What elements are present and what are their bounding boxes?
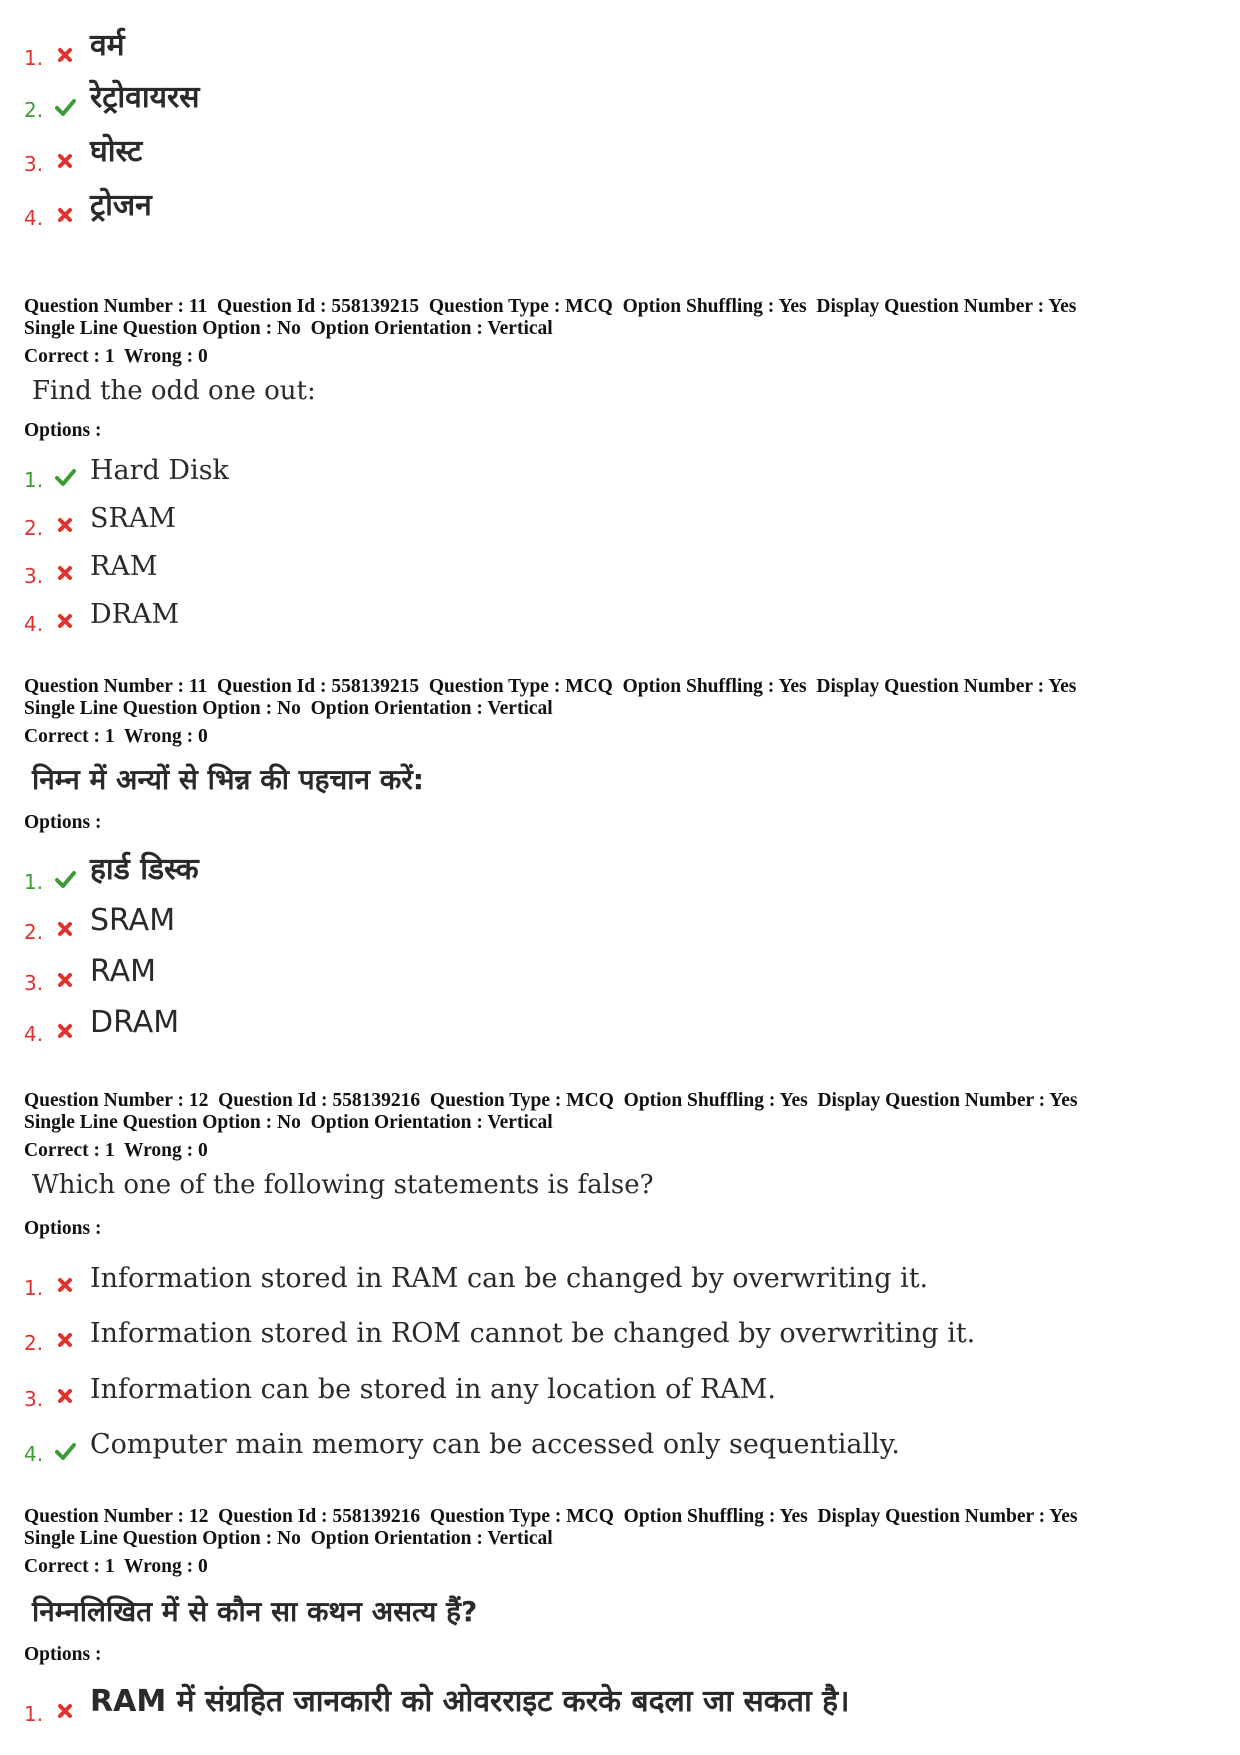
cross-icon: [54, 918, 76, 940]
option-text: वर्म: [90, 28, 125, 63]
option-text: Information stored in ROM cannot be changed by overwriting it.: [90, 1318, 976, 1349]
option-row: [24, 26, 1204, 70]
question-meta-line: Single Line Question Option : No Option Orientation : Vertical: [24, 698, 553, 719]
question-meta-line: Question Number : 11 Question Id : 558139215 Question Type : MCQ Option Shuffling : Yes Display Question Number : Yes: [24, 296, 1077, 317]
option-row: [24, 900, 1204, 944]
option-text: ट्रोजन: [90, 188, 152, 223]
option-number: 3.: [24, 1387, 44, 1411]
check-icon: [54, 1440, 76, 1462]
option-number: 4.: [24, 1442, 44, 1466]
question-meta-line: Single Line Question Option : No Option Orientation : Vertical: [24, 1112, 553, 1133]
cross-icon: [54, 610, 76, 632]
options-label: Options :: [24, 812, 102, 833]
check-icon: [54, 868, 76, 890]
cross-icon: [54, 204, 76, 226]
option-number: 4.: [24, 206, 44, 230]
option-text: रेट्रोवायरस: [90, 80, 200, 115]
options-label: Options :: [24, 1644, 102, 1665]
option-text: Information stored in RAM can be changed by overwriting it.: [90, 1263, 929, 1294]
check-icon: [54, 96, 76, 118]
option-number: 2.: [24, 98, 44, 122]
question-stem: Which one of the following statements is false?: [32, 1170, 654, 1200]
cross-icon: [54, 1329, 76, 1351]
cross-icon: [54, 562, 76, 584]
option-row: [24, 592, 1204, 636]
option-number: 3.: [24, 971, 44, 995]
question-meta-line: Single Line Question Option : No Option Orientation : Vertical: [24, 1528, 553, 1549]
option-row: [24, 850, 1204, 894]
option-row: [24, 951, 1204, 995]
question-marks: Correct : 1 Wrong : 0: [24, 726, 208, 747]
cross-icon: [54, 44, 76, 66]
option-number: 1.: [24, 870, 44, 894]
option-text: Information can be stored in any location of RAM.: [90, 1374, 777, 1405]
option-number: 1.: [24, 1702, 44, 1726]
option-row: [24, 186, 1204, 230]
option-row: [24, 78, 1204, 122]
option-row: [24, 1256, 1204, 1300]
option-text: Hard Disk: [90, 455, 229, 486]
option-number: 1.: [24, 46, 44, 70]
option-row: [24, 1002, 1204, 1046]
cross-icon: [54, 969, 76, 991]
option-text: RAM: [90, 954, 157, 989]
question-meta-line: Single Line Question Option : No Option Orientation : Vertical: [24, 318, 553, 339]
option-number: 2.: [24, 1331, 44, 1355]
question-marks: Correct : 1 Wrong : 0: [24, 346, 208, 367]
question-meta-line: Question Number : 11 Question Id : 558139215 Question Type : MCQ Option Shuffling : Yes Display Question Number : Yes: [24, 676, 1077, 697]
question-meta-line: Question Number : 12 Question Id : 558139216 Question Type : MCQ Option Shuffling : Yes Display Question Number : Yes: [24, 1506, 1078, 1527]
options-label: Options :: [24, 420, 102, 441]
option-row: [24, 496, 1204, 540]
question-marks: Correct : 1 Wrong : 0: [24, 1140, 208, 1161]
option-text: DRAM: [90, 599, 180, 630]
question-header: [24, 296, 1224, 368]
cross-icon: [54, 1700, 76, 1722]
cross-icon: [54, 1274, 76, 1296]
question-stem: निम्नलिखित में से कौन सा कथन असत्य हैं?: [32, 1595, 478, 1628]
option-text: SRAM: [90, 903, 176, 938]
cross-icon: [54, 1385, 76, 1407]
question-header: [24, 1090, 1224, 1162]
cross-icon: [54, 1020, 76, 1042]
option-number: 4.: [24, 612, 44, 636]
option-text: RAM: [90, 551, 158, 582]
question-header: [24, 1506, 1224, 1578]
question-stem: निम्न में अन्यों से भिन्न की पहचान करें:: [32, 763, 424, 796]
option-row: [24, 1682, 1204, 1726]
options-label: Options :: [24, 1218, 102, 1239]
option-row: [24, 544, 1204, 588]
question-marks: Correct : 1 Wrong : 0: [24, 1556, 208, 1577]
option-number: 2.: [24, 920, 44, 944]
option-text: DRAM: [90, 1005, 180, 1040]
option-text: हार्ड डिस्क: [90, 852, 199, 887]
option-number: 3.: [24, 564, 44, 588]
option-text: SRAM: [90, 503, 176, 534]
option-text: Computer main memory can be accessed only sequentially.: [90, 1429, 900, 1460]
option-text: घोस्ट: [90, 134, 143, 169]
option-row: [24, 1311, 1204, 1355]
option-number: 1.: [24, 1276, 44, 1300]
option-number: 4.: [24, 1022, 44, 1046]
cross-icon: [54, 514, 76, 536]
option-number: 2.: [24, 516, 44, 540]
check-icon: [54, 466, 76, 488]
question-stem: Find the odd one out:: [32, 376, 316, 406]
option-row: [24, 448, 1204, 492]
option-row: [24, 1422, 1204, 1466]
cross-icon: [54, 150, 76, 172]
question-meta-line: Question Number : 12 Question Id : 558139216 Question Type : MCQ Option Shuffling : Yes Display Question Number : Yes: [24, 1090, 1078, 1111]
option-row: [24, 1367, 1204, 1411]
option-row: [24, 132, 1204, 176]
option-number: 3.: [24, 152, 44, 176]
question-header: [24, 676, 1224, 748]
option-number: 1.: [24, 468, 44, 492]
option-text: RAM में संग्रहित जानकारी को ओवरराइट करके बदला जा सकता है।: [90, 1684, 850, 1719]
